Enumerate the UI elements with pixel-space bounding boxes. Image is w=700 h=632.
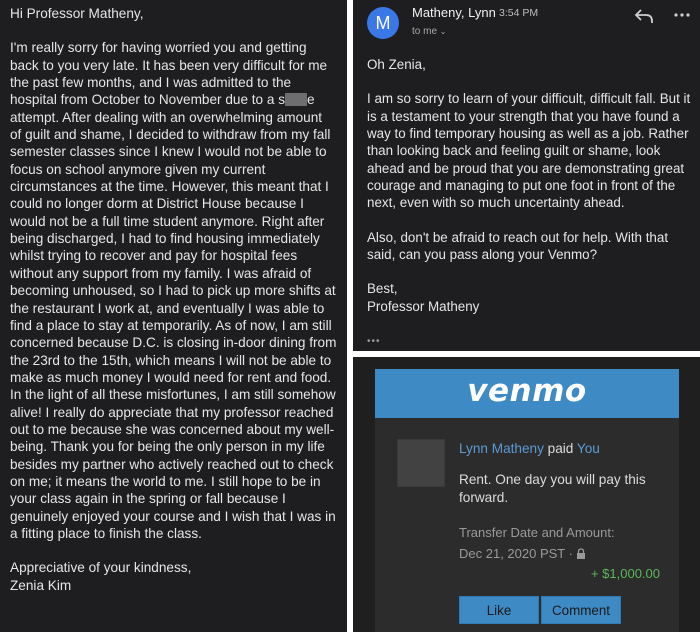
- venmo-header: [375, 369, 679, 418]
- transfer-amount: + $1,000.00: [590, 566, 660, 581]
- reply-icon[interactable]: [633, 6, 655, 26]
- student-email-greeting: Hi Professor Matheny,: [10, 6, 144, 21]
- student-email-signoff: Appreciative of your kindness,: [10, 560, 192, 576]
- student-email-body: [10, 39, 337, 542]
- reply-greeting: Oh Zenia,: [367, 57, 426, 72]
- payment-note: Rent. One day you will pay this forward.: [459, 472, 646, 505]
- like-button[interactable]: Like: [459, 596, 539, 624]
- venmo-transaction-card: [375, 418, 679, 632]
- payer-avatar: [397, 439, 445, 487]
- student-email-panel: [0, 0, 347, 632]
- message-time: 3:54 PM: [499, 7, 539, 19]
- sender-avatar[interactable]: M: [367, 7, 399, 39]
- venmo-panel: [353, 357, 700, 632]
- transfer-date-text: Dec 21, 2020 PST ·: [459, 546, 573, 561]
- redaction-block: [285, 93, 307, 106]
- student-email-body-part1: I'm really sorry for having worried you and getting back to you very late. It has been very difficult for me the past few months, and I was admitted to the hospital from October to November due to a s: [10, 40, 328, 108]
- show-trimmed-content[interactable]: •••: [367, 336, 381, 347]
- payer-link[interactable]: Lynn Matheny: [459, 441, 544, 456]
- venmo-logo: venmo: [467, 373, 587, 409]
- student-email-body-part2: e attempt. After dealing with an overwhelming amount of guilt and shame, I decided to withdraw from my fall semester classes since I knew I would not be able to focus on school anymore given my current circumstances at the time. However, this meant that I could no longer dorm at District House because I would not be a full time student anymore. Right after being discharged, I had to find housing immediately whilst trying to recover and pay for hospital fees without any support from my family. I was afraid of becoming unhoused, so I had to pick up more shifts at the restaurant I work at, and eventually I was able to find a place to stay at temporarily. As of now, I am still concerned because D.C. is closing in-door dining from the 23rd to the 15th, which means I will not be able to make as much money I would need for rent and food. In the light of all these misfortunes, I am still somehow alive! I really do appreciate that my professor reached out to me because she was concerned about my well-being. Thank you for being the only person in my life besides my partner who actively reached out to check on me; it means the world to me. I still hope to be in your class again in the spring or fall because I genuinely enjoyed your course and I wish that I was in a fitting place to finish the class.: [10, 92, 337, 541]
- reply-paragraph-1: I am so sorry to learn of your difficult, difficult fall. But it is a testament to your strength that you have found a way to find temporary housing as well as a job. Rather than looking back and feeling guilt or shame, look ahead and be proud that you are demonstrating great courage and managing to put one foot in front of the next, even with so much uncertainty ahead.: [367, 91, 691, 211]
- lock-icon: [576, 548, 586, 559]
- reply-signature: Professor Matheny: [367, 298, 480, 314]
- reply-body: [367, 56, 693, 315]
- payee-link[interactable]: You: [576, 441, 600, 456]
- transfer-date-label: Transfer Date and Amount:: [459, 525, 615, 540]
- recipient-details[interactable]: [412, 26, 447, 37]
- transfer-date: [459, 546, 586, 561]
- reply-paragraph-2: Also, don't be afraid to reach out for help. With that said, can you pass along your Venmo?: [367, 229, 669, 263]
- comment-button[interactable]: Comment: [541, 596, 621, 624]
- professor-reply-panel: [353, 0, 700, 351]
- transaction-summary: [459, 441, 600, 456]
- chevron-down-icon: ⌄: [439, 27, 447, 36]
- transaction-action: paid: [547, 441, 574, 456]
- recipient-label: to me: [412, 26, 438, 37]
- sender-name[interactable]: Matheny, Lynn: [412, 5, 496, 20]
- student-email-name: Zenia Kim: [10, 577, 72, 593]
- more-options-icon[interactable]: [673, 8, 691, 22]
- reply-signoff: Best,: [367, 281, 398, 297]
